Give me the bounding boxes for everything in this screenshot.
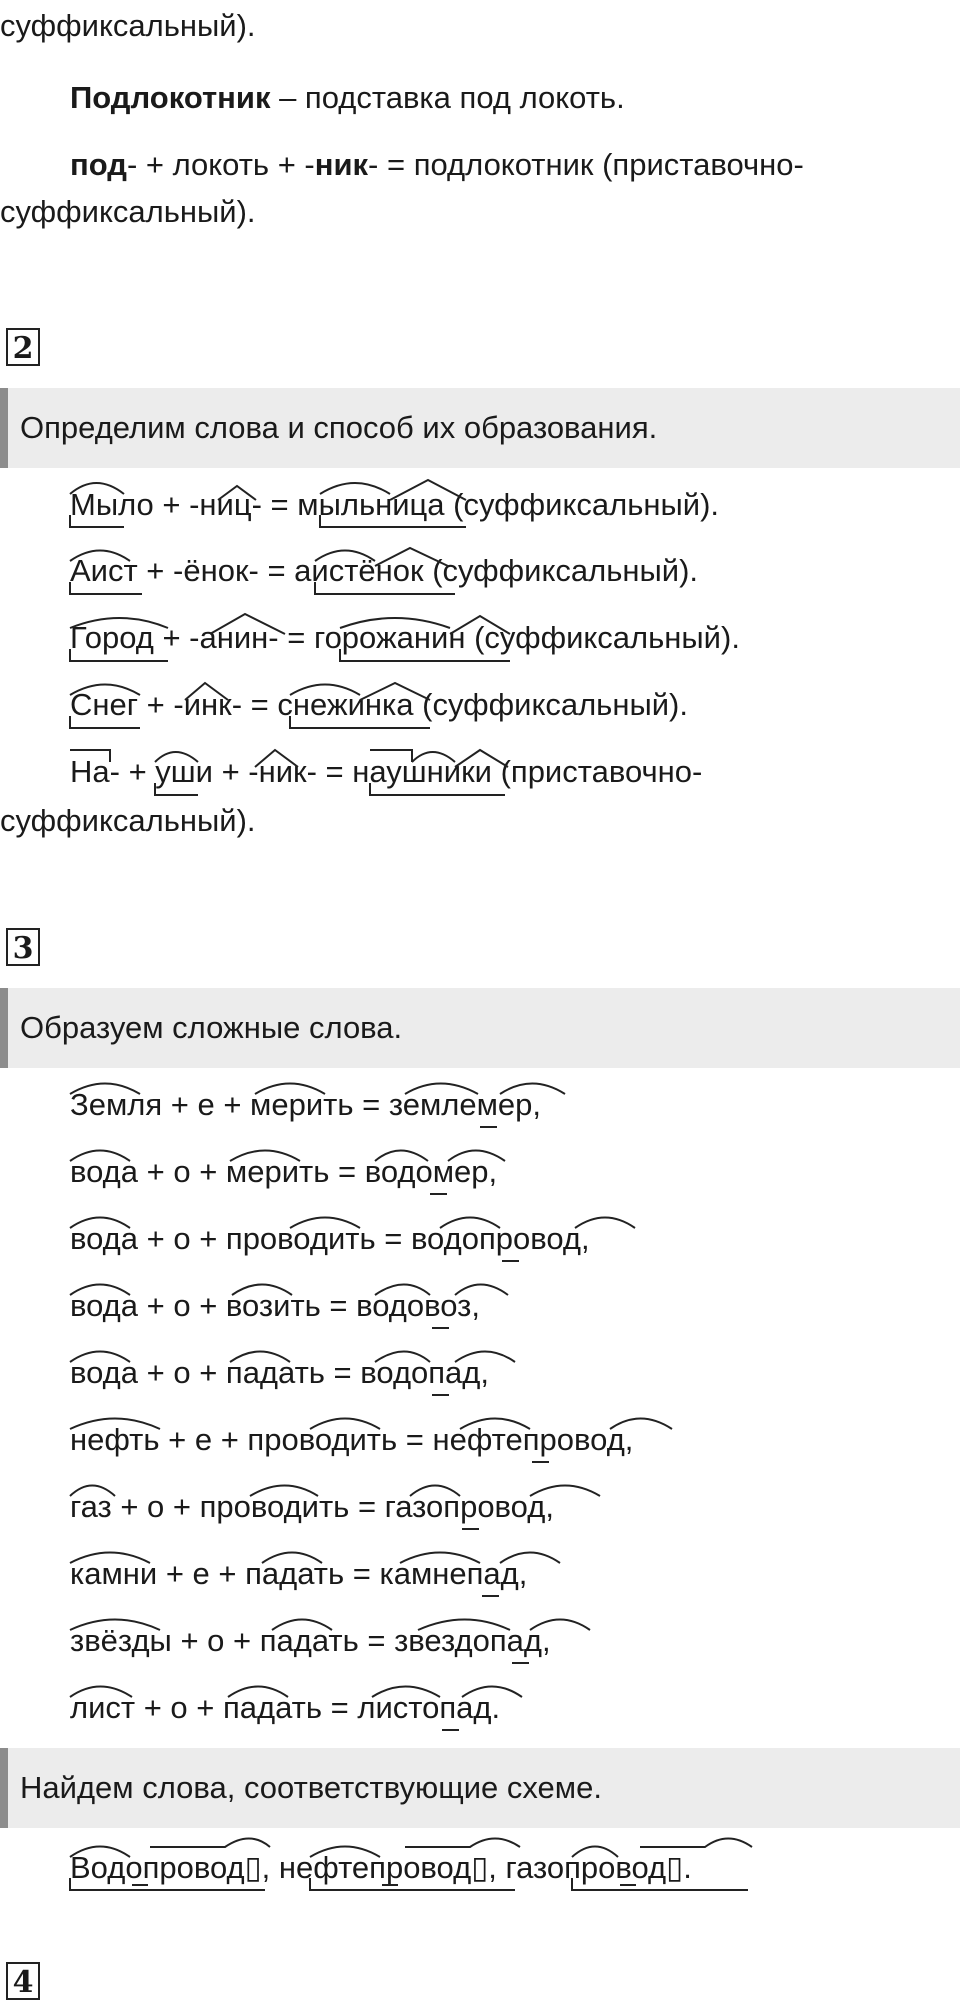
ending-mark <box>70 716 140 728</box>
suffix-caret <box>450 616 510 634</box>
ending-mark <box>340 649 510 661</box>
suffix-caret <box>390 480 466 500</box>
ending-mark <box>70 649 168 661</box>
text-line: лист + о + падать = листопад. <box>70 1690 501 1725</box>
root-arc <box>315 551 375 562</box>
root-arc <box>572 1847 618 1858</box>
root-arc <box>70 1419 160 1430</box>
root-arc <box>412 752 455 762</box>
text-line: суффиксальный). <box>0 803 256 838</box>
root-scheme <box>640 1839 752 1848</box>
root-arc <box>70 483 124 494</box>
suffix-caret <box>185 683 228 700</box>
banner-text: Найдем слова, соответствующие схеме. <box>20 1770 602 1805</box>
root-arc <box>70 551 130 562</box>
task-number: 3 <box>6 928 40 966</box>
root-arc <box>575 1218 635 1229</box>
root-arc <box>372 1687 440 1698</box>
ending-mark <box>70 1878 265 1890</box>
root-arc <box>310 1419 380 1430</box>
ending-mark <box>315 582 455 594</box>
root-arc <box>455 1352 515 1363</box>
text-line: вода + о + проводить = водопровод, <box>70 1221 590 1256</box>
formula-text-end: - = подлокотник (приставочно- <box>368 147 804 182</box>
root-arc <box>610 1419 672 1430</box>
root-arc <box>70 1218 130 1229</box>
root-arc <box>262 1553 322 1564</box>
task-number: 2 <box>6 328 40 366</box>
ending-mark <box>572 1878 748 1890</box>
root-arc <box>440 1218 500 1229</box>
ending-mark <box>290 716 430 728</box>
text-line: газ + о + проводить = газопровод, <box>70 1489 554 1524</box>
prefix-bold: под <box>70 147 127 182</box>
suffix-caret <box>455 750 508 767</box>
text-line: Снег + -инк- = снежинка (суффиксальный). <box>70 687 688 722</box>
root-arc <box>418 1620 510 1631</box>
root-scheme <box>150 1839 270 1848</box>
root-arc <box>70 1847 130 1858</box>
root-arc <box>500 1084 565 1095</box>
root-arc <box>70 1687 132 1698</box>
ending-mark <box>310 1878 515 1890</box>
suffix-caret <box>210 614 285 634</box>
root-scheme <box>405 1839 520 1848</box>
text-line: вода + о + возить = водовоз, <box>70 1288 480 1323</box>
root-arc <box>70 618 168 628</box>
text-line: суффиксальный). <box>0 194 256 229</box>
root-arc <box>70 685 140 696</box>
ending-mark <box>70 515 124 527</box>
root-arc <box>250 1486 318 1497</box>
root-arc <box>448 1151 505 1162</box>
root-arc <box>255 1084 325 1095</box>
prefix-mark <box>70 750 110 762</box>
banner-text: Образуем сложные слова. <box>20 1010 403 1045</box>
ending-mark <box>155 783 198 795</box>
root-arc <box>500 1553 560 1564</box>
root-arc <box>462 1687 522 1698</box>
root-arc <box>230 1352 290 1363</box>
root-arc <box>310 1847 380 1858</box>
definition-term: Подлокотник <box>70 80 271 115</box>
text-line: Земля + е + мерить = землемер, <box>70 1087 541 1122</box>
task-number: 4 <box>6 1962 40 2000</box>
text-line: камни + е + падать = камнепад, <box>70 1556 528 1591</box>
suffix-caret <box>360 683 430 700</box>
root-arc <box>70 1553 150 1564</box>
text-line: Мыло + -ниц- = мыльница (суффиксальный). <box>70 487 720 522</box>
root-arc <box>530 1486 600 1497</box>
ending-mark <box>70 582 142 594</box>
ending-mark <box>320 515 466 527</box>
text-line: нефть + е + проводить = нефтепровод, <box>70 1422 634 1457</box>
root-arc <box>155 752 198 762</box>
root-arc <box>405 1084 478 1095</box>
root-arc <box>70 1151 130 1162</box>
formula-text: - + локоть + - <box>126 147 315 182</box>
text-line: На- + уши + -ник- = наушники (приставочно- <box>70 754 703 789</box>
root-arc <box>230 1151 300 1162</box>
root-arc <box>290 1218 360 1229</box>
root-arc <box>290 685 360 696</box>
root-arc <box>232 1285 292 1296</box>
root-arc <box>460 1419 530 1430</box>
answer-line: Водопровод▯, нефтепровод▯, газопровод▯. <box>70 1850 692 1885</box>
ending-mark <box>370 783 505 795</box>
root-arc <box>272 1620 332 1631</box>
banner-text: Определим слова и способ их образования. <box>20 410 658 445</box>
definition-text: – подставка под локоть. <box>270 80 625 115</box>
root-arc <box>70 1486 115 1497</box>
root-arc <box>70 1084 140 1095</box>
root-arc <box>340 618 450 628</box>
suffix-caret <box>375 548 448 566</box>
text-line: Аист + -ёнок- = аистёнок (суффиксальный). <box>70 553 699 588</box>
prefix-mark <box>370 750 412 762</box>
root-arc <box>228 1687 288 1698</box>
text-line: суффиксальный). <box>0 8 256 43</box>
text-line: вода + о + падать = водопад, <box>70 1355 489 1390</box>
root-arc <box>70 1352 130 1363</box>
root-arc <box>455 1285 508 1296</box>
root-arc <box>410 1486 460 1497</box>
text-line: вода + о + мерить = водомер, <box>70 1154 498 1189</box>
root-arc <box>70 1620 160 1631</box>
suffix-caret <box>255 750 298 767</box>
root-arc <box>530 1620 590 1631</box>
suffix-bold: ник <box>314 147 369 182</box>
text-line: звёзды + о + падать = звездопад, <box>70 1623 551 1658</box>
suffix-caret <box>218 486 256 500</box>
root-arc <box>400 1553 480 1564</box>
root-arc <box>70 1285 130 1296</box>
root-arc <box>375 1151 428 1162</box>
root-arc <box>375 1352 430 1363</box>
root-arc <box>320 483 390 494</box>
root-arc <box>375 1285 430 1296</box>
text-line: Город + -анин- = горожанин (суффиксальный). <box>70 620 740 655</box>
